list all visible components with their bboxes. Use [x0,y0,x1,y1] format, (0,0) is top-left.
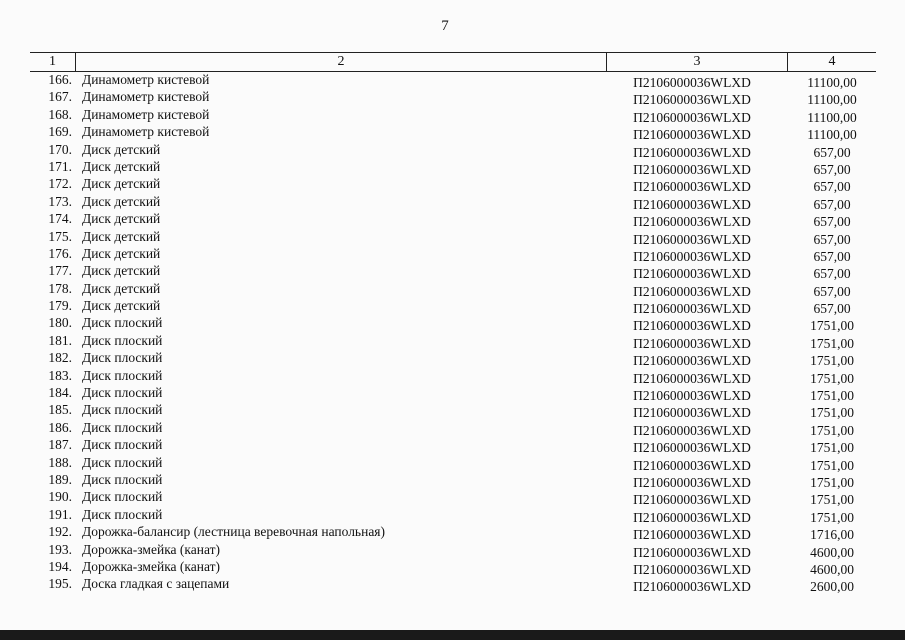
page-number: 7 [441,18,449,34]
table-row [30,106,876,123]
item-code: П2106000036WLXD [633,353,751,369]
item-price: 657,00 [813,301,851,317]
row-number: 174. [48,211,72,227]
item-price: 1751,00 [810,405,854,421]
row-number: 179. [48,298,72,314]
row-number: 184. [48,385,72,401]
item-code: П2106000036WLXD [633,179,751,195]
table-row [30,245,876,262]
scan-edge [0,630,905,640]
item-name: Диск плоский [82,332,163,348]
item-code: П2106000036WLXD [633,388,751,404]
item-price: 657,00 [813,231,851,247]
item-name: Диск плоский [82,506,163,522]
item-name: Диск детский [82,245,161,261]
row-number: 177. [48,263,72,279]
item-code: П2106000036WLXD [633,422,751,438]
item-price: 1751,00 [810,422,854,438]
row-number: 189. [48,471,72,487]
table-row [30,419,876,436]
header-col-3: 3 [607,53,788,71]
table-row [30,158,876,175]
item-code: П2106000036WLXD [633,440,751,456]
item-price: 11100,00 [807,92,857,108]
table-row [30,228,876,245]
item-price: 1751,00 [810,370,854,386]
item-code: П2106000036WLXD [633,335,751,351]
item-price: 1751,00 [810,388,854,404]
item-price: 4600,00 [810,561,854,577]
item-price: 1751,00 [810,335,854,351]
row-number: 183. [48,367,72,383]
item-price: 657,00 [813,214,851,230]
item-code: П2106000036WLXD [633,75,751,90]
row-number: 194. [48,558,72,574]
item-name: Диск детский [82,193,161,209]
item-name: Динамометр кистевой [82,106,210,122]
item-code: П2106000036WLXD [633,370,751,386]
table-row [30,471,876,488]
row-number: 193. [48,541,72,557]
table-row [30,297,876,317]
table-row [30,541,876,558]
item-price: 1751,00 [810,509,854,525]
item-code: П2106000036WLXD [633,144,751,160]
item-name: Диск детский [82,211,161,227]
item-name: Диск плоский [82,419,163,435]
row-number: 172. [48,176,72,192]
row-number: 171. [48,158,72,174]
table-row [30,454,876,471]
item-price: 657,00 [813,248,851,264]
item-price: 657,00 [813,196,851,212]
table-body [30,71,876,593]
row-number: 169. [48,124,72,140]
row-number: 178. [48,280,72,296]
table-row [30,367,876,384]
item-price: 2600,00 [810,579,854,595]
table-row [30,332,876,349]
row-number: 168. [48,106,72,122]
row-number: 185. [48,402,72,418]
item-code: П2106000036WLXD [633,544,751,560]
item-name: Доска гладкая с зацепами [82,576,230,592]
table-row [30,506,876,523]
row-number: 175. [48,228,72,244]
item-name: Дорожка-змейка (канат) [82,558,221,574]
item-name: Динамометр кистевой [82,124,210,140]
item-code: П2106000036WLXD [633,196,751,212]
item-name: Диск плоский [82,402,163,418]
item-price: 11100,00 [807,127,857,143]
row-number: 181. [48,332,72,348]
item-name: Диск плоский [82,385,163,401]
item-code: П2106000036WLXD [633,318,751,334]
table-row [30,401,876,421]
item-code: П2106000036WLXD [633,283,751,299]
table-row [30,558,876,575]
item-price: 657,00 [813,144,851,160]
item-name: Диск плоский [82,437,163,453]
table-row [30,193,876,210]
item-name: Диск детский [82,280,161,296]
table-row [30,384,876,404]
table-row [30,210,876,230]
row-number: 173. [48,193,72,209]
row-number: 187. [48,437,72,453]
table-row [30,436,876,456]
item-price: 1751,00 [810,492,854,508]
item-price: 4600,00 [810,544,854,560]
item-name: Диск плоский [82,489,163,505]
item-code: П2106000036WLXD [633,492,751,508]
row-number: 191. [48,506,72,522]
item-price: 657,00 [813,283,851,299]
row-number: 167. [48,89,72,105]
row-number: 188. [48,454,72,470]
item-name: Диск плоский [82,454,163,470]
table-row [30,314,876,334]
header-col-4: 4 [828,54,836,69]
item-name: Диск детский [82,176,161,192]
item-price: 1751,00 [810,457,854,473]
item-code: П2106000036WLXD [633,161,751,177]
table-row [30,88,876,108]
row-number: 180. [48,315,72,331]
row-number: 182. [48,350,72,366]
item-name: Дорожка-змейка (канат) [82,541,221,557]
item-price: 1751,00 [810,318,854,334]
item-name: Диск детский [82,298,161,314]
item-code: П2106000036WLXD [633,109,751,125]
item-code: П2106000036WLXD [633,214,751,230]
table-row [30,123,876,143]
item-name: Диск детский [82,158,161,174]
item-code: П2106000036WLXD [633,405,751,421]
item-price: 657,00 [813,266,851,282]
row-number: 166. [48,72,72,87]
item-code: П2106000036WLXD [633,127,751,143]
row-number: 192. [48,524,72,540]
table-header [30,52,876,72]
item-name: Диск детский [82,141,161,157]
item-name: Диск плоский [82,471,163,487]
item-price: 1751,00 [810,474,854,490]
item-price: 1751,00 [810,353,854,369]
item-code: П2106000036WLXD [633,92,751,108]
item-price: 657,00 [813,179,851,195]
item-code: П2106000036WLXD [633,527,751,543]
row-number: 176. [48,245,72,261]
item-code: П2106000036WLXD [633,231,751,247]
item-name: Диск плоский [82,350,163,366]
row-number: 186. [48,419,72,435]
item-price: 1751,00 [810,440,854,456]
row-number: 190. [48,489,72,505]
item-code: П2106000036WLXD [633,561,751,577]
item-code: П2106000036WLXD [633,457,751,473]
table-row [30,175,876,195]
item-price: 657,00 [813,161,851,177]
item-code: П2106000036WLXD [633,301,751,317]
header-col-2: 2 [76,53,607,71]
table-row [30,523,876,543]
item-code: П2106000036WLXD [633,248,751,264]
item-code: П2106000036WLXD [633,266,751,282]
item-name: Диск плоский [82,367,163,383]
row-number: 170. [48,141,72,157]
table-row [30,141,876,158]
item-price: 11100,00 [807,109,857,125]
table-row [30,71,876,88]
table-row [30,349,876,369]
item-name: Динамометр кистевой [82,72,210,87]
row-number: 195. [48,576,72,592]
item-price: 1716,00 [810,527,854,543]
item-code: П2106000036WLXD [633,474,751,490]
table-row [30,280,876,297]
item-code: П2106000036WLXD [633,509,751,525]
table-row [30,488,876,508]
item-name: Диск детский [82,263,161,279]
item-name: Диск детский [82,228,161,244]
item-name: Динамометр кистевой [82,89,210,105]
item-code: П2106000036WLXD [633,579,751,595]
header-col-1: 1 [30,53,76,71]
item-price: 11100,00 [807,75,857,90]
item-name: Дорожка-балансир (лестница веревочная напольная) [82,524,386,540]
table-row [30,262,876,282]
table-row [30,575,876,595]
item-name: Диск плоский [82,315,163,331]
